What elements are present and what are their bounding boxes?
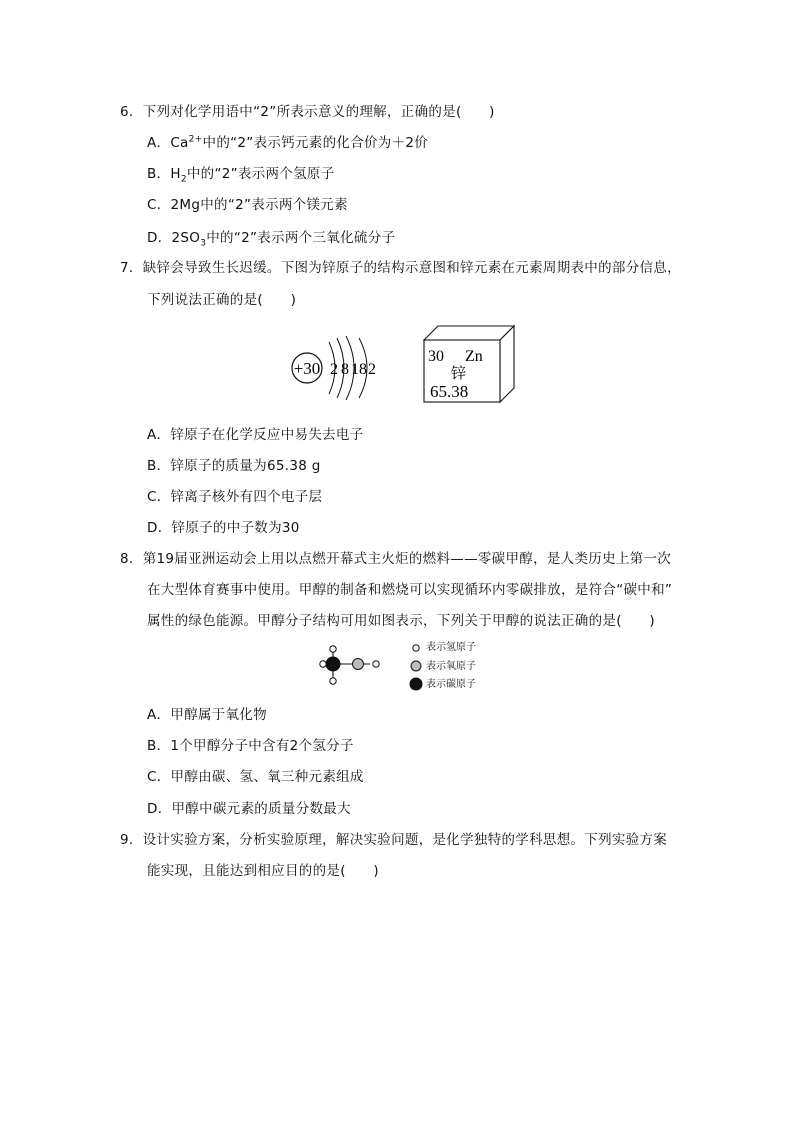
question-9-stem-line1: 9．设计实验方案，分析实验原理，解决实验问题，是化学独特的学科思想。下列实验方案 [120,832,668,848]
question-7-option-d: D．锌原子的中子数为30 [147,520,300,536]
question-7-stem-line1: 7．缺锌会导致生长迟缓。下图为锌原子的结构示意图和锌元素在元素周期表中的部分信息， [120,260,681,276]
legend-carbon-label: 表示碳原子 [426,679,476,690]
question-8-option-c: C．甲醇由碳、氢、氧三种元素组成 [147,769,364,785]
question-6-stem: 6．下列对化学用语中“2”所表示意义的理解，正确的是( ) [120,104,495,120]
cell-top-face [424,326,514,340]
legend-carbon-icon [410,678,422,690]
question-6-option-c: C．2Mg中的“2”表示两个镁元素 [147,197,348,213]
oxygen-atom [353,659,364,670]
shell-electrons-4: 2 [368,361,376,378]
element-name: 锌 [451,364,467,382]
question-6-option-b: B．$H_2$中的“2”表示两个氢原子 [147,166,335,185]
hydrogen-atom-top [330,646,336,652]
question-8-option-a: A．甲醇属于氧化物 [147,707,267,723]
legend-oxygen-icon [411,661,421,671]
shell-electrons-2: 8 [341,361,349,378]
question-7-option-c: C．锌离子核外有四个电子层 [147,489,323,505]
nucleus-charge: +30 [293,359,321,378]
carbon-atom [326,657,340,671]
legend-oxygen-label: 表示氧原子 [426,661,476,672]
question-6-option-d: D．$2SO_3$中的“2”表示两个三氧化硫分子 [147,230,396,249]
question-7-stem-line2: 下列说法正确的是( ) [147,292,297,308]
question-6-option-a: A．$Ca^{2+}$中的“2”表示钙元素的化合价为＋2价 [147,134,429,151]
shell-electrons-3: 18 [351,361,367,378]
question-8-stem-line1: 8．第19届亚洲运动会上用以点燃开幕式主火炬的燃料——零碳甲醇，是人类历史上第一次 [120,551,672,567]
question-9-stem-line2: 能实现，且能达到相应目的的是( ) [147,863,379,879]
legend-hydrogen-icon [413,645,419,651]
question-8-option-d: D．甲醇中碳元素的质量分数最大 [147,801,351,817]
hydrogen-atom-right [373,661,379,667]
hydrogen-atom-left [320,661,326,667]
molecule-legend-symbols [409,643,423,691]
shell-electrons-1: 2 [330,361,338,378]
methanol-molecule-model [318,643,384,689]
legend-hydrogen-label: 表示氢原子 [426,642,476,653]
question-8-option-b: B．1个甲醇分子中含有2个氢分子 [147,738,354,754]
hydrogen-atom-bottom [330,678,336,684]
question-8-stem-line2: 在大型体育赛事中使用。甲醇的制备和燃烧可以实现循环内零碳排放，是符合“碳中和” [147,582,673,598]
atomic-number: 30 [428,348,444,365]
question-7-option-b: B．锌原子的质量为65.38 g [147,458,321,474]
element-symbol: Zn [465,348,483,365]
question-7-option-a: A．锌原子在化学反应中易失去电子 [147,427,364,443]
cell-side-face [500,326,514,402]
relative-atomic-mass: 65.38 [430,382,469,401]
question-8-stem-line3: 属性的绿色能源。甲醇分子结构可用如图表示，下列关于甲醇的说法正确的是( ) [147,613,655,629]
zinc-periodic-table-cell [420,322,520,406]
zinc-atom-structure-diagram [285,332,395,404]
